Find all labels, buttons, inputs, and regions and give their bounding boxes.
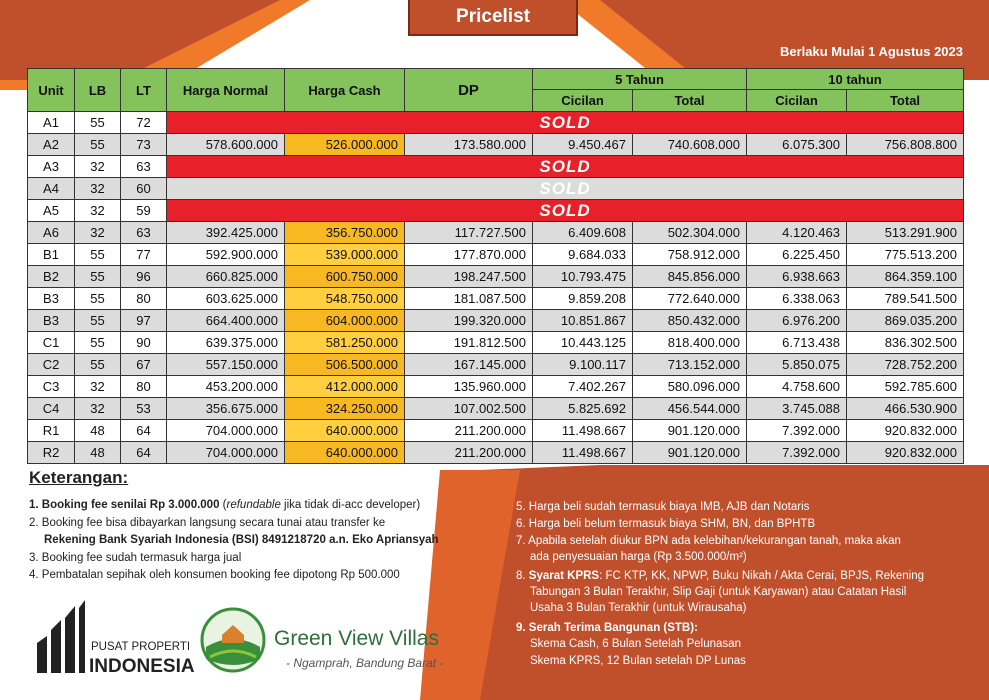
table-row [28,200,964,222]
cell-total-5: 845.856.000 [633,266,747,288]
cell-harga-cash: 640.000.000 [285,420,405,442]
cell-lb: 48 [75,420,121,442]
table-row [28,244,964,266]
cell-harga-normal: 639.375.000 [167,332,285,354]
cell-total-10: 728.752.200 [847,354,964,376]
cell-cicilan-10: 6.225.450 [747,244,847,266]
cell-lt: 96 [121,266,167,288]
cell-unit: A2 [28,134,75,156]
notes-heading: Keterangan: [29,468,129,487]
cell-total-5: 580.096.000 [633,376,747,398]
cell-total-5: 901.120.000 [633,420,747,442]
cell-harga-cash: 526.000.000 [285,134,405,156]
cell-cicilan-10: 6.075.300 [747,134,847,156]
cell-unit: R1 [28,420,75,442]
table-row [28,398,964,420]
cell-lt: 53 [121,398,167,420]
table-row [28,134,964,156]
cell-cicilan-10: 4.758.600 [747,376,847,398]
cell-lb: 32 [75,200,121,222]
note-7a: 7. Apabila setelah diukur BPN ada kelebihan/kekurangan tanah, maka akan [516,535,901,547]
cell-cicilan-5: 10.851.867 [533,310,633,332]
cell-cicilan-10: 6.338.063 [747,288,847,310]
cell-harga-cash: 548.750.000 [285,288,405,310]
cell-unit: A6 [28,222,75,244]
cell-unit: R2 [28,442,75,464]
cell-total-10: 920.832.000 [847,442,964,464]
sold-banner: SOLD [167,112,964,134]
note-4: 4. Pembatalan sepihak oleh konsumen booking fee dipotong Rp 500.000 [29,569,400,581]
cell-lb: 32 [75,222,121,244]
sold-banner: SOLD [167,200,964,222]
table-row [28,376,964,398]
table-row [28,442,964,464]
cell-harga-normal: 704.000.000 [167,442,285,464]
header-cicilan-10: Cicilan [747,90,847,112]
table-row [28,178,964,200]
cell-unit: B3 [28,288,75,310]
cell-lt: 59 [121,200,167,222]
cell-lb: 55 [75,332,121,354]
cell-harga-cash: 581.250.000 [285,332,405,354]
cell-lb: 32 [75,156,121,178]
note-8b: Tabungan 3 Bulan Terakhir, Slip Gaji (untuk Karyawan) atau Catatan Hasil [530,586,907,598]
cell-cicilan-10: 6.938.663 [747,266,847,288]
cell-cicilan-5: 10.443.125 [533,332,633,354]
cell-cicilan-10: 7.392.000 [747,420,847,442]
cell-lb: 55 [75,134,121,156]
header-10-tahun: 10 tahun [747,69,964,90]
note-8c: Usaha 3 Bulan Terakhir (untuk Wirausaha) [530,602,747,614]
header-harga-normal: Harga Normal [167,69,285,112]
note-8a: 8. Syarat KPRS: FC KTP, KK, NPWP, Buku Nikah / Akta Cerai, BPJS, Rekening [516,570,925,582]
cell-total-10: 756.808.800 [847,134,964,156]
cell-lb: 55 [75,354,121,376]
cell-total-10: 864.359.100 [847,266,964,288]
table-row [28,222,964,244]
cell-harga-cash: 506.500.000 [285,354,405,376]
cell-total-10: 592.785.600 [847,376,964,398]
header-lt: LT [121,69,167,112]
note-9: 9. Serah Terima Bangunan (STB): [516,622,698,634]
cell-lt: 64 [121,442,167,464]
cell-lt: 72 [121,112,167,134]
cell-cicilan-10: 6.713.438 [747,332,847,354]
cell-dp: 211.200.000 [405,442,533,464]
cell-lb: 55 [75,244,121,266]
cell-lt: 80 [121,288,167,310]
cell-harga-normal: 664.400.000 [167,310,285,332]
pusat-properti-logo [35,598,205,681]
cell-total-10: 836.302.500 [847,332,964,354]
note-5: 5. Harga beli sudah termasuk biaya IMB, AJB dan Notaris [516,501,810,513]
cell-total-5: 740.608.000 [633,134,747,156]
cell-cicilan-5: 6.409.608 [533,222,633,244]
cell-harga-cash: 324.250.000 [285,398,405,420]
cell-dp: 177.870.000 [405,244,533,266]
table-row [28,332,964,354]
validity-date: Berlaku Mulai 1 Agustus 2023 [779,44,963,59]
cell-cicilan-10: 3.745.088 [747,398,847,420]
cell-lt: 73 [121,134,167,156]
cell-total-5: 850.432.000 [633,310,747,332]
note-6: 6. Harga beli belum termasuk biaya SHM, BN, dan BPHTB [516,518,816,530]
cell-cicilan-5: 11.498.667 [533,442,633,464]
cell-harga-normal: 660.825.000 [167,266,285,288]
cell-total-10: 513.291.900 [847,222,964,244]
cell-lb: 55 [75,266,121,288]
cell-dp: 211.200.000 [405,420,533,442]
cell-unit: A1 [28,112,75,134]
cell-unit: C2 [28,354,75,376]
header-dp: DP [405,69,533,112]
cell-harga-normal: 704.000.000 [167,420,285,442]
cell-dp: 107.002.500 [405,398,533,420]
cell-unit: A3 [28,156,75,178]
table-row [28,288,964,310]
cell-cicilan-10: 4.120.463 [747,222,847,244]
cell-harga-normal: 356.675.000 [167,398,285,420]
cell-cicilan-5: 11.498.667 [533,420,633,442]
cell-lb: 48 [75,442,121,464]
cell-total-10: 789.541.500 [847,288,964,310]
cell-lb: 32 [75,178,121,200]
header-cicilan-5: Cicilan [533,90,633,112]
cell-lt: 77 [121,244,167,266]
villa-emblem-icon [202,609,264,671]
cell-cicilan-5: 9.100.117 [533,354,633,376]
table-row [28,156,964,178]
note-2-bank: Rekening Bank Syariah Indonesia (BSI) 8491218720 a.n. Eko Apriansyah [44,534,439,546]
cell-cicilan-10: 7.392.000 [747,442,847,464]
cell-unit: C3 [28,376,75,398]
cell-harga-cash: 412.000.000 [285,376,405,398]
header-total-5: Total [633,90,747,112]
cell-dp: 199.320.000 [405,310,533,332]
cell-total-5: 758.912.000 [633,244,747,266]
cell-lt: 80 [121,376,167,398]
gvv-location: - Ngamprah, Bandung Barat - [286,656,444,670]
cell-cicilan-5: 7.402.267 [533,376,633,398]
cell-unit: B1 [28,244,75,266]
cell-dp: 191.812.500 [405,332,533,354]
header-total-10: Total [847,90,964,112]
note-2: 2. Booking fee bisa dibayarkan langsung secara tunai atau transfer ke [29,517,386,529]
cell-harga-normal: 557.150.000 [167,354,285,376]
cell-cicilan-5: 9.450.467 [533,134,633,156]
cell-lt: 63 [121,222,167,244]
cell-total-10: 869.035.200 [847,310,964,332]
cell-total-10: 466.530.900 [847,398,964,420]
cell-dp: 173.580.000 [405,134,533,156]
cell-cicilan-5: 10.793.475 [533,266,633,288]
sold-banner: SOLD [167,178,964,200]
cell-dp: 135.960.000 [405,376,533,398]
cell-dp: 198.247.500 [405,266,533,288]
cell-total-5: 818.400.000 [633,332,747,354]
cell-lb: 55 [75,310,121,332]
header-lb: LB [75,69,121,112]
cell-harga-normal: 592.900.000 [167,244,285,266]
header-unit: Unit [28,69,75,112]
cell-cicilan-10: 5.850.075 [747,354,847,376]
cell-dp: 181.087.500 [405,288,533,310]
cell-unit: A4 [28,178,75,200]
cell-lb: 32 [75,398,121,420]
note-9a: Skema Cash, 6 Bulan Setelah Pelunasan [530,638,741,650]
cell-total-10: 920.832.000 [847,420,964,442]
building-icon [35,598,205,676]
cell-unit: A5 [28,200,75,222]
logo-text-line2: INDONESIA [89,656,195,676]
cell-total-5: 502.304.000 [633,222,747,244]
note-9b: Skema KPRS, 12 Bulan setelah DP Lunas [530,655,746,667]
cell-lb: 55 [75,112,121,134]
cell-harga-cash: 600.750.000 [285,266,405,288]
cell-harga-cash: 539.000.000 [285,244,405,266]
page-title: Pricelist [408,0,578,36]
cell-lt: 97 [121,310,167,332]
table-row [28,266,964,288]
cell-lt: 64 [121,420,167,442]
cell-lt: 60 [121,178,167,200]
cell-cicilan-10: 6.976.200 [747,310,847,332]
sold-banner: SOLD [167,156,964,178]
cell-harga-normal: 392.425.000 [167,222,285,244]
cell-lt: 67 [121,354,167,376]
cell-total-5: 772.640.000 [633,288,747,310]
table-row [28,112,964,134]
note-1: 1. Booking fee senilai Rp 3.000.000 (refundable jika tidak di-acc developer) [29,499,421,511]
cell-harga-cash: 640.000.000 [285,442,405,464]
gvv-name: Green View Villas [274,627,439,650]
cell-harga-normal: 603.625.000 [167,288,285,310]
cell-lb: 32 [75,376,121,398]
header-harga-cash: Harga Cash [285,69,405,112]
cell-unit: B3 [28,310,75,332]
cell-lt: 90 [121,332,167,354]
cell-unit: B2 [28,266,75,288]
cell-lt: 63 [121,156,167,178]
cell-total-10: 775.513.200 [847,244,964,266]
cell-total-5: 713.152.000 [633,354,747,376]
cell-cicilan-5: 9.684.033 [533,244,633,266]
cell-harga-normal: 578.600.000 [167,134,285,156]
cell-lb: 55 [75,288,121,310]
table-row [28,420,964,442]
cell-harga-cash: 604.000.000 [285,310,405,332]
note-7b: ada penyesuaian harga (Rp 3.500.000/m²) [530,551,747,563]
note-3: 3. Booking fee sudah termasuk harga jual [29,552,242,564]
cell-harga-cash: 356.750.000 [285,222,405,244]
cell-unit: C4 [28,398,75,420]
cell-cicilan-5: 5.825.692 [533,398,633,420]
cell-unit: C1 [28,332,75,354]
cell-total-5: 456.544.000 [633,398,747,420]
table-row [28,354,964,376]
green-view-villas-logo [200,607,470,684]
cell-cicilan-5: 9.859.208 [533,288,633,310]
price-table [27,68,964,464]
logo-text-line1: PUSAT PROPERTI [91,641,191,653]
cell-dp: 117.727.500 [405,222,533,244]
header-5-tahun: 5 Tahun [533,69,747,90]
cell-harga-normal: 453.200.000 [167,376,285,398]
table-row [28,310,964,332]
cell-dp: 167.145.000 [405,354,533,376]
cell-total-5: 901.120.000 [633,442,747,464]
